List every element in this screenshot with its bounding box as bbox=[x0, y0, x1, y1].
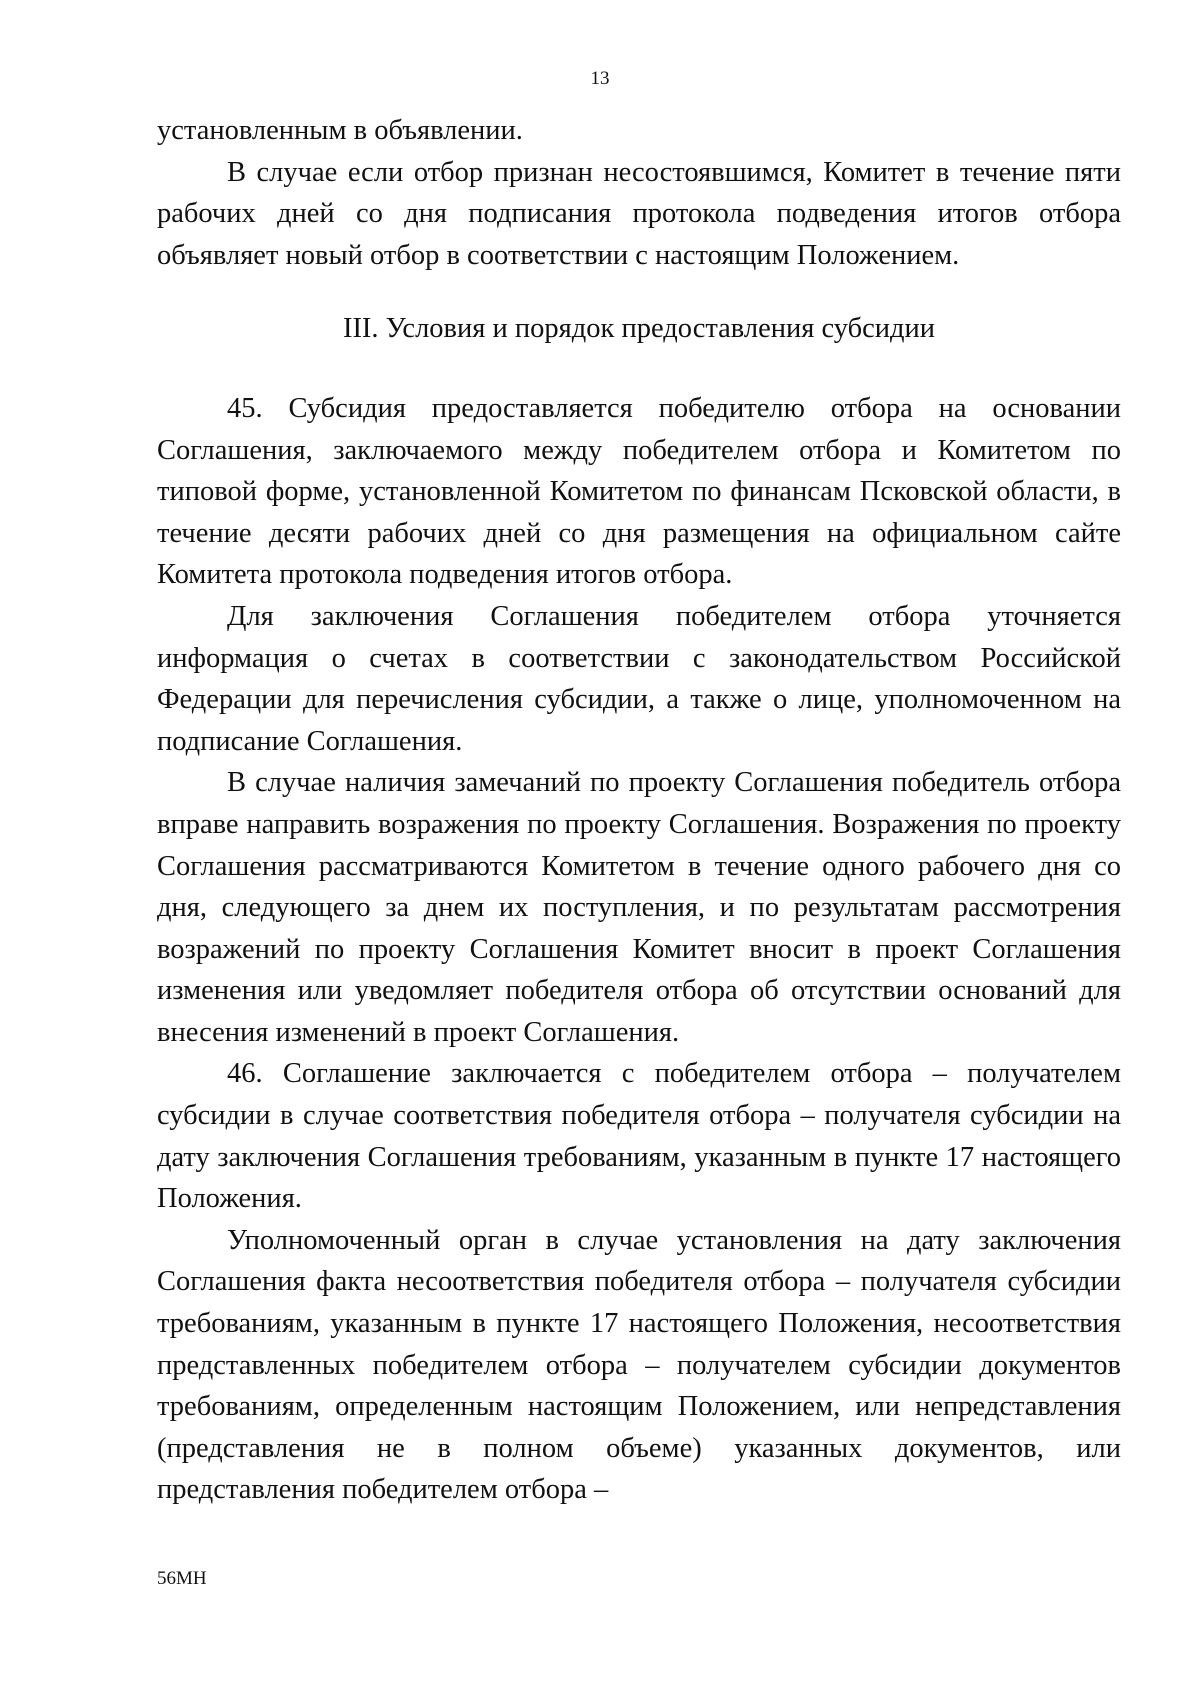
footer-document-code: 56МН bbox=[157, 1568, 207, 1589]
paragraph-46: 46. Соглашение заключается с победителем отбора – получателем субсидии в случае соответствия победителя отбора – получателя субсидии на дату заключения Соглашения требованиям, указанным в пункте 17 настоящего Положения. bbox=[157, 1058, 1121, 1215]
paragraph-authorized-body: Уполномоченный орган в случае установления на дату заключения Соглашения факта несоответствия победителя отбора – получателя субсидии требованиям, указанным в пункте 17 настоящего Положения, несоответствия представленных победителем отбора – получателем субсидии документов требованиям, определенным настоящим Положением, или непредставления (представления не в полном объеме) указанных документов, или представления победителем отбора – bbox=[157, 1224, 1121, 1506]
paragraph-account-info: Для заключения Соглашения победителем отбора уточняется информация о счетах в соответствии с законодательством Российской Федерации для перечисления субсидии, а также о лице, уполномоченном на подписание Соглашения. bbox=[157, 600, 1121, 757]
paragraph-objections: В случае наличия замечаний по проекту Соглашения победитель отбора вправе направить возражения по проекту Соглашения. Возражения по проекту Соглашения рассматриваются Комитетом в течение одного рабочего дня со дня, следующего за днем их поступления, и по результатам рассмотрения возражений по проекту Соглашения Комитет вносит в проект Соглашения изменения или уведомляет победителя отбора об отсутствии оснований для внесения изменений в проект Соглашения. bbox=[157, 767, 1121, 1048]
page-number: 13 bbox=[590, 68, 610, 89]
section-heading: III. Условия и порядок предоставления субсидии bbox=[342, 313, 936, 345]
paragraph-failed-selection: В случае если отбор признан несостоявшимся, Комитет в течение пяти рабочих дней со дня подписания протокола подведения итогов отбора объявляет новый отбор в соответствии с настоящим Положением. bbox=[157, 156, 1121, 271]
paragraph-45: 45. Субсидия предоставляется победителю отбора на основании Соглашения, заключаемого между победителем отбора и Комитетом по типовой форме, установленной Комитетом по финансам Псковской области, в течение десяти рабочих дней со дня размещения на официальном сайте Комитета протокола подведения итогов отбора. bbox=[157, 392, 1121, 591]
document-body bbox=[157, 110, 1121, 1511]
paragraph-continuation: установленным в объявлении. bbox=[157, 115, 523, 146]
